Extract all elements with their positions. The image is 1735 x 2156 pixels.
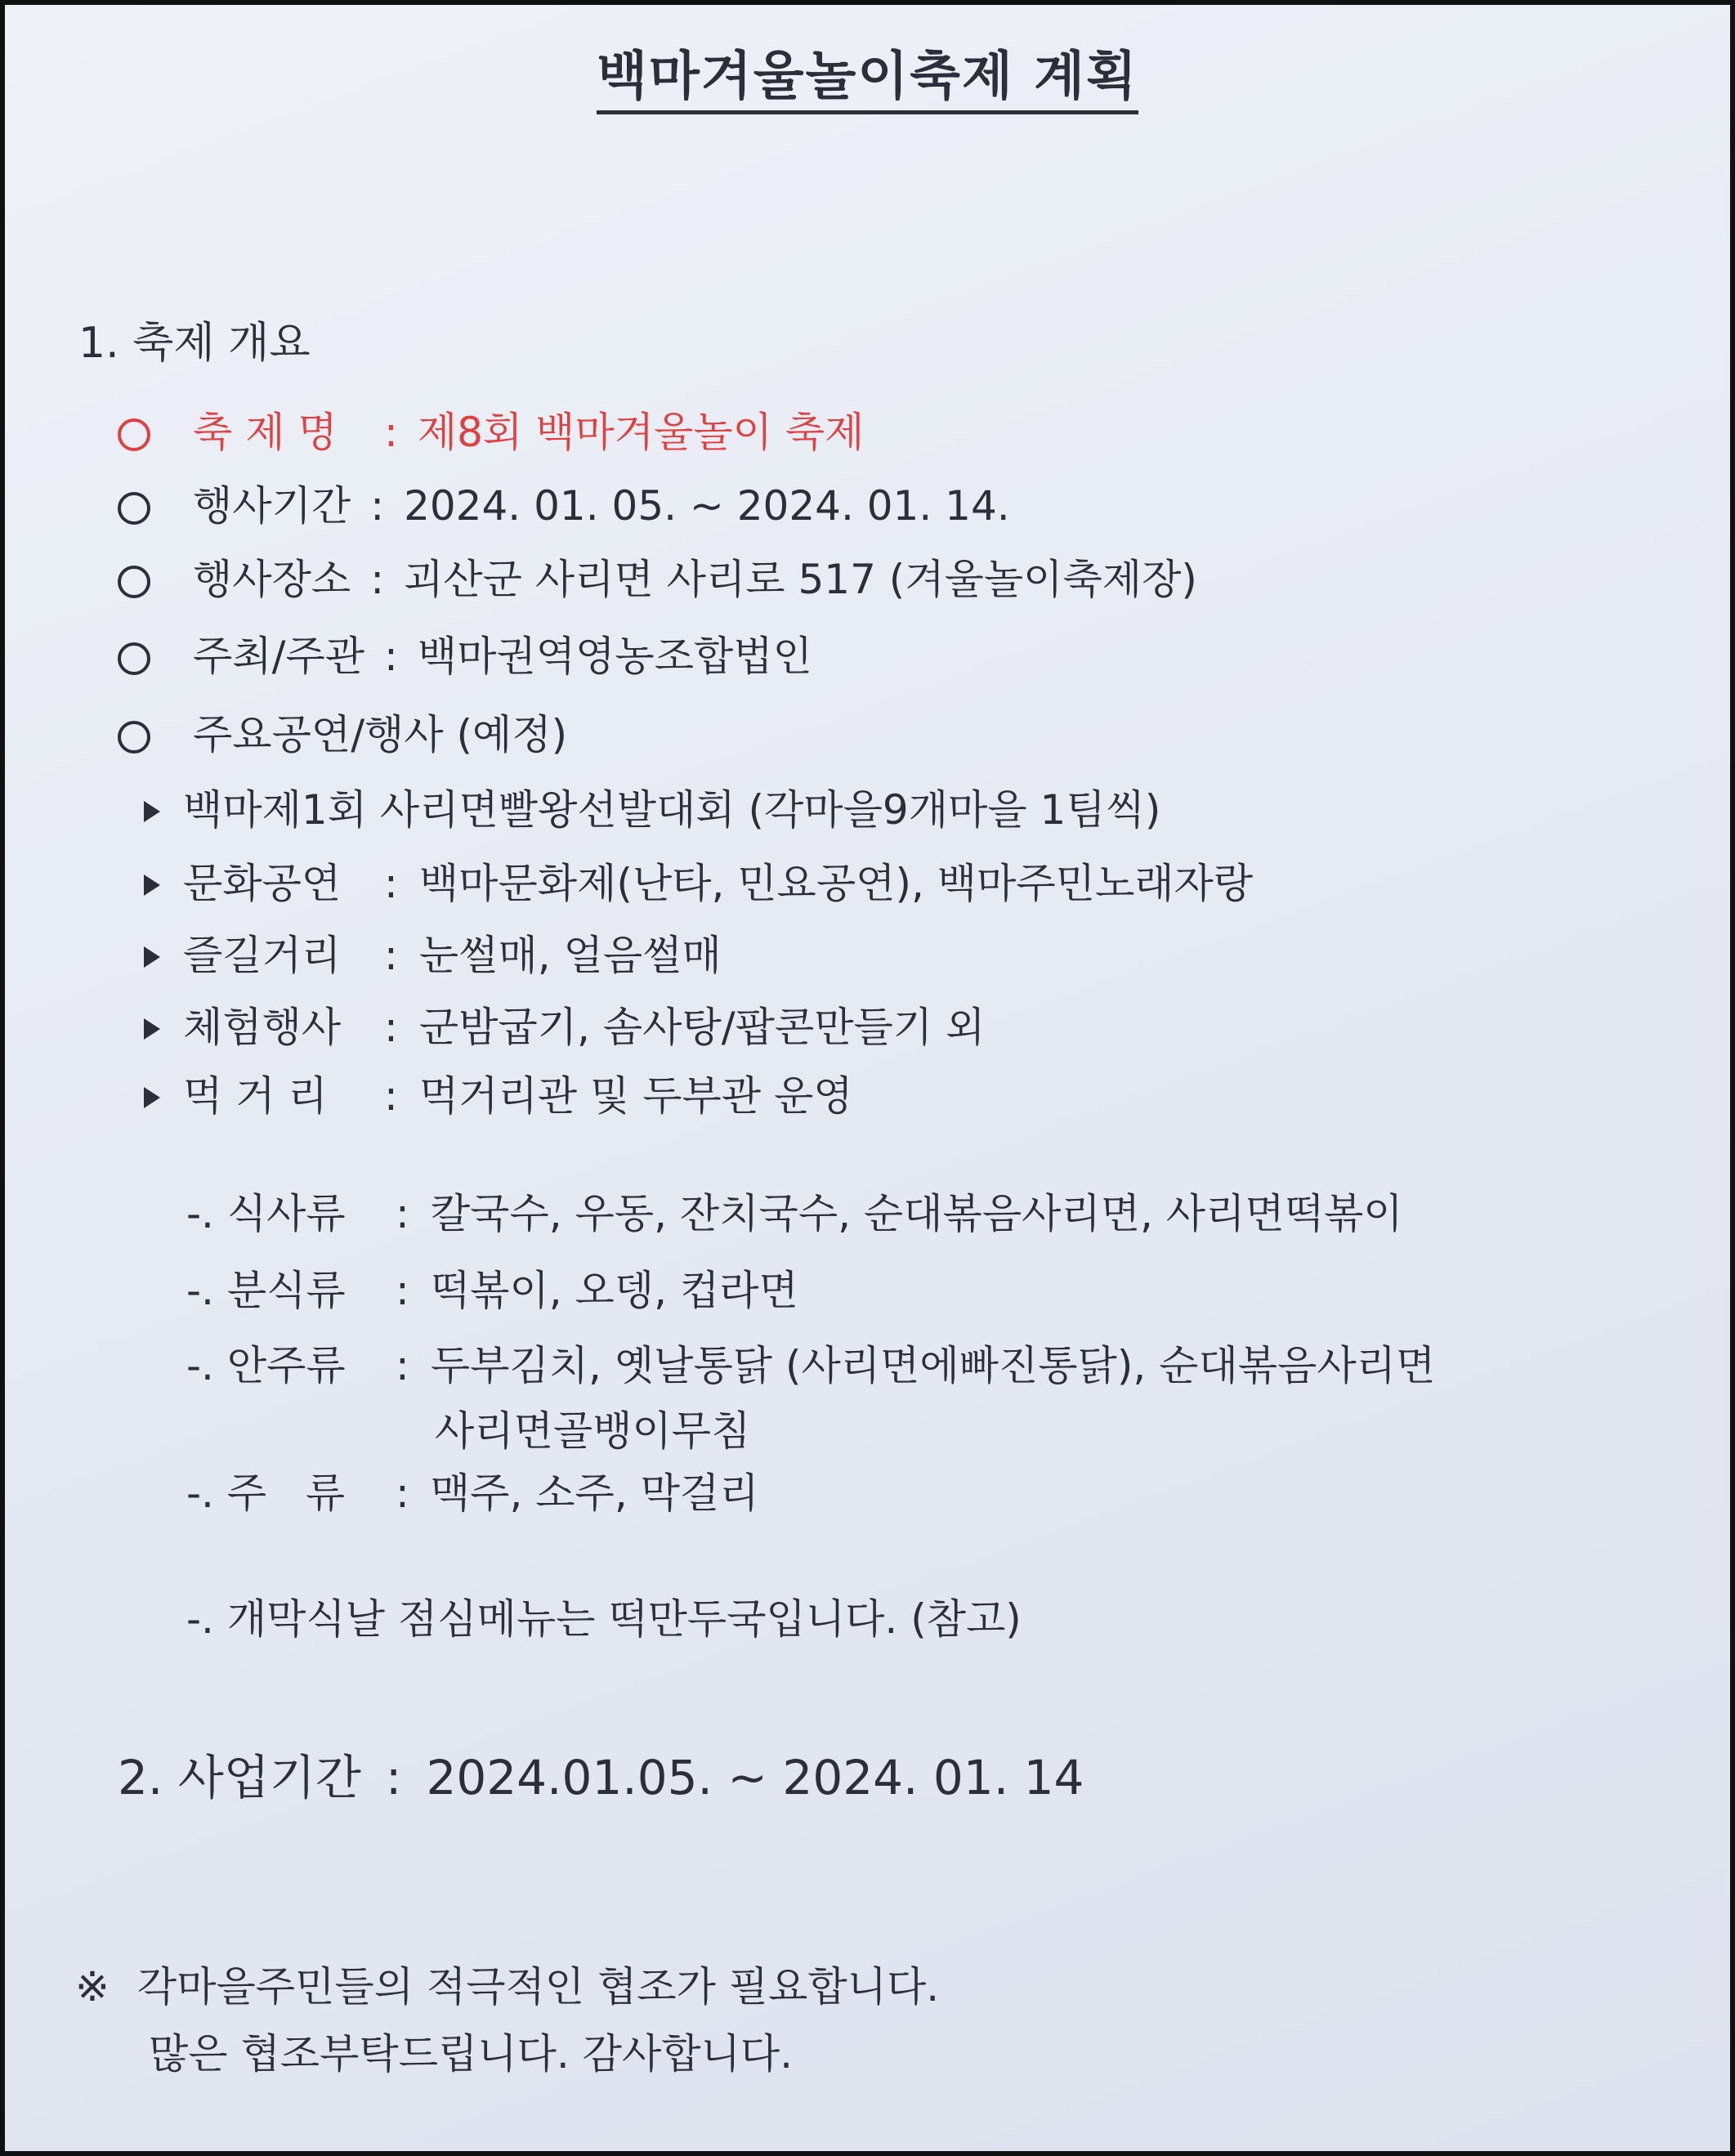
- separator: :: [385, 1750, 402, 1805]
- event-label: 즐길거리: [183, 932, 342, 979]
- triangle-bullet-icon: [144, 801, 160, 822]
- event-contest: [144, 786, 1161, 834]
- item-value: 괴산군 사리면 사리로 517 (겨울놀이축제장): [404, 556, 1197, 603]
- reference-mark-icon: ※: [75, 1963, 110, 2011]
- item-value: 2024. 01. 05. ~ 2024. 01. 14.: [404, 482, 1010, 530]
- section2: [118, 1750, 1084, 1805]
- food-value: 두부김치, 옛날통닭 (사리면에빠진통닭), 순대볶음사리면: [430, 1342, 1436, 1389]
- event-value: 군밤굽기, 솜사탕/팝콘만들기 외: [418, 1004, 986, 1051]
- food-label: -. 분식류: [186, 1267, 346, 1314]
- item-label: 행사기간: [193, 482, 351, 530]
- circle-bullet-icon: [118, 566, 150, 598]
- document-title: 백마겨울놀이축제 계획: [5, 34, 1730, 110]
- event-label: 체험행사: [183, 1004, 342, 1051]
- separator: :: [370, 482, 385, 530]
- separator: :: [396, 1469, 409, 1517]
- item-value: 백마권역영농조합법인: [417, 633, 812, 680]
- separator: :: [384, 860, 398, 907]
- item-event-location: [118, 556, 1197, 603]
- event-text: 백마제1회 사리면빨왕선발대회 (각마을9개마을 1팀씩): [183, 786, 1161, 834]
- item-event-period: [118, 482, 1010, 530]
- item-value: 제8회 백마겨울놀이 축제: [417, 409, 865, 456]
- separator: :: [384, 409, 398, 456]
- event-amusement: [144, 932, 722, 979]
- separator: :: [396, 1267, 409, 1314]
- separator: :: [384, 633, 398, 680]
- food-snacks: [186, 1267, 798, 1314]
- item-main-events: [118, 711, 568, 758]
- separator: :: [384, 1072, 398, 1120]
- triangle-bullet-icon: [144, 874, 160, 896]
- event-label: 문화공연: [183, 860, 342, 907]
- food-drinks: [186, 1469, 759, 1517]
- item-label: 주최/주관: [193, 633, 365, 680]
- closing-line-1: [75, 1963, 940, 2011]
- triangle-bullet-icon: [144, 946, 160, 968]
- section2-value: 2024.01.05. ~ 2024. 01. 14: [426, 1750, 1084, 1805]
- item-festival-name: [118, 409, 865, 456]
- separator: :: [396, 1342, 409, 1389]
- event-value: 백마문화제(난타, 민요공연), 백마주민노래자랑: [418, 860, 1254, 907]
- item-label: 축 제 명: [193, 409, 338, 456]
- separator: :: [384, 1004, 398, 1051]
- food-value: 칼국수, 우동, 잔치국수, 순대볶음사리면, 사리면떡볶이: [430, 1190, 1403, 1237]
- circle-bullet-icon: [118, 721, 150, 754]
- item-label: 행사장소: [193, 556, 351, 603]
- food-label: -. 안주류: [186, 1342, 346, 1389]
- food-side-dishes: [186, 1342, 1436, 1389]
- event-food: [144, 1072, 853, 1120]
- circle-bullet-icon: [118, 418, 150, 451]
- event-value: 먹거리관 및 두부관 운영: [418, 1072, 853, 1120]
- food-label: -. 주 류: [186, 1469, 346, 1517]
- section2-heading: 2. 사업기간: [118, 1750, 361, 1805]
- closing-line-2: 많은 협조부탁드립니다. 감사합니다.: [149, 2030, 794, 2078]
- closing-text: 각마을주민들의 적극적인 협조가 필요합니다.: [136, 1963, 940, 2011]
- lunch-note: -. 개막식날 점심메뉴는 떡만두국입니다. (참고): [186, 1595, 1022, 1643]
- separator: :: [370, 556, 385, 603]
- event-culture: [144, 860, 1254, 907]
- food-value: 맥주, 소주, 막걸리: [430, 1469, 759, 1517]
- food-side-dishes-continued: 사리면골뱅이무침: [435, 1407, 751, 1455]
- food-meals: [186, 1190, 1403, 1237]
- item-organizer: [118, 633, 812, 680]
- triangle-bullet-icon: [144, 1018, 160, 1040]
- triangle-bullet-icon: [144, 1087, 160, 1108]
- circle-bullet-icon: [118, 642, 150, 675]
- food-value: 떡볶이, 오뎅, 컵라면: [430, 1267, 798, 1314]
- separator: :: [384, 932, 398, 979]
- item-label: 주요공연/행사 (예정): [193, 711, 568, 758]
- section1-heading: 1. 축제 개요: [78, 319, 311, 368]
- food-label: -. 식사류: [186, 1190, 346, 1237]
- circle-bullet-icon: [118, 492, 150, 525]
- separator: :: [396, 1190, 409, 1237]
- event-value: 눈썰매, 얼음썰매: [418, 932, 722, 979]
- event-label: 먹 거 리: [183, 1072, 328, 1120]
- event-experience: [144, 1004, 986, 1051]
